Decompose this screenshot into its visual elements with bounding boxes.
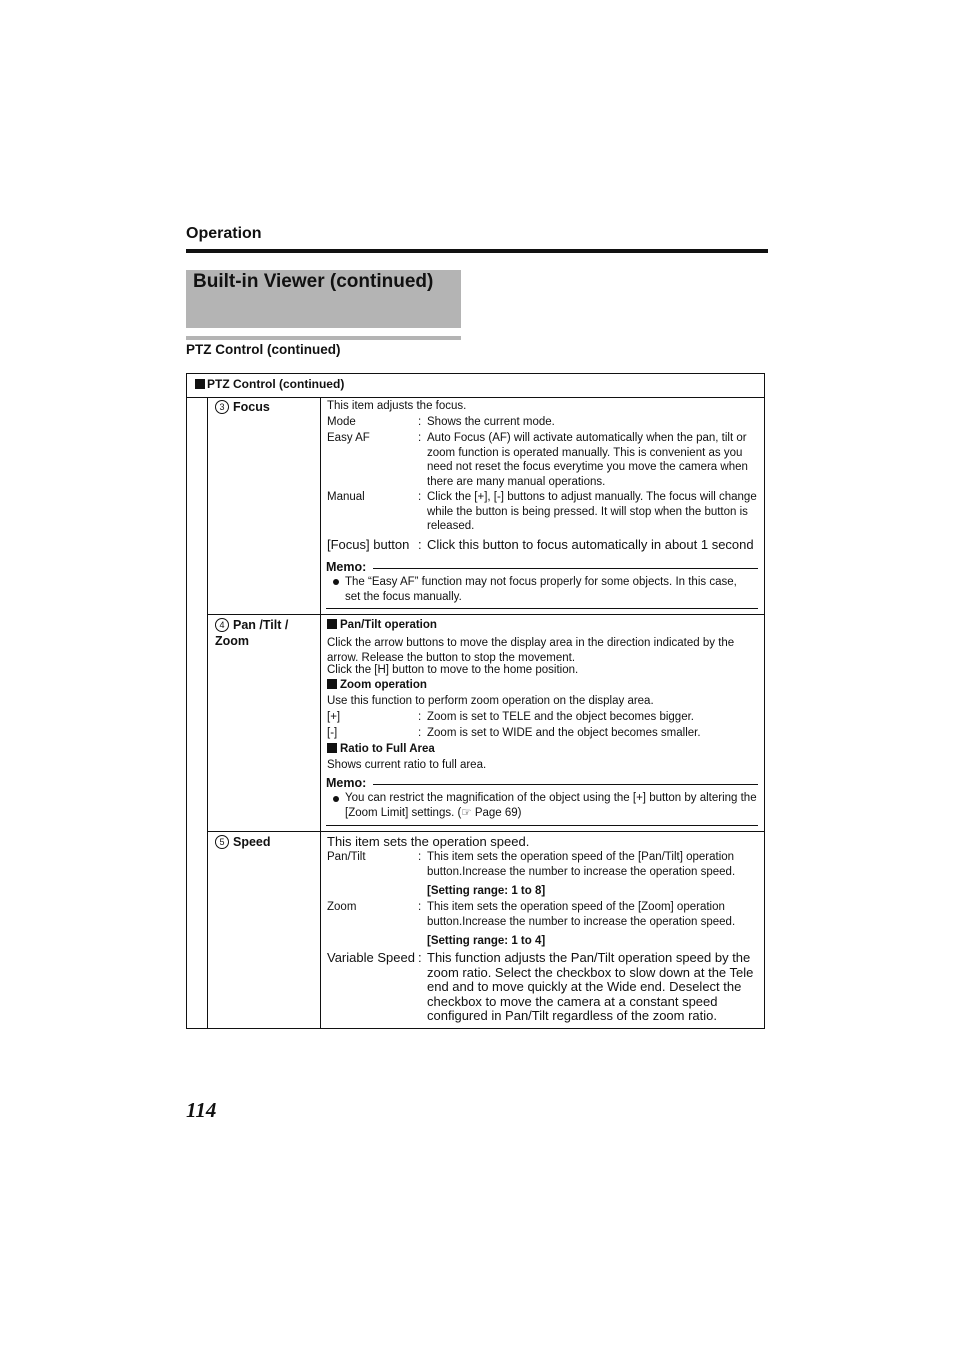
setting-range: [Setting range: 1 to 4]	[427, 935, 546, 947]
term: Zoom	[327, 901, 357, 913]
desc: Zoom is set to TELE and the object becomes bigger.	[427, 711, 694, 723]
ptz-table	[186, 373, 765, 1029]
colon: :	[418, 950, 422, 965]
colon: :	[418, 537, 422, 552]
ratio-heading: Ratio to Full Area	[327, 742, 435, 757]
memo-text: The “Easy AF” function may not focus properly for some objects. In this case, set the focus manually.	[345, 576, 737, 603]
term: [Focus] button	[327, 537, 410, 552]
column-divider	[320, 397, 321, 1028]
desc: This function adjusts the Pan/Tilt operation speed by the zoom ratio. Select the checkbox to slow down at the Tele end and to move quickly at the Wide end. Deselect the checkbox to move the camera at a constant speed configured in Pan/Tilt regardless of the zoom ratio.	[427, 950, 754, 1023]
zoom-heading: Zoom operation	[327, 678, 427, 693]
page-title: Built-in Viewer (continued)	[193, 271, 434, 292]
desc: Auto Focus (AF) will activate automatically when the pan, tilt or zoom function is operated manually. This is convenient as you need not reset the focus everytime you move the camera when there are many manual operations.	[427, 432, 748, 488]
black-square-icon	[195, 379, 205, 389]
section-label: Operation	[186, 225, 262, 242]
setting-range: [Setting range: 1 to 8]	[427, 885, 546, 897]
desc: This item sets the operation speed of the [Pan/Tilt] operation button.Increase the number to increase the operation speed.	[427, 851, 736, 878]
circled-number: 3	[215, 400, 229, 414]
table-heading	[187, 374, 764, 398]
memo-rule	[326, 825, 758, 826]
desc: Zoom is set to WIDE and the object becomes smaller.	[427, 727, 701, 739]
desc: Click the [+], [-] buttons to adjust manually. The focus will change while the button is being pressed. It will stop when the button is released.	[427, 491, 757, 532]
row-label-text: Speed	[233, 835, 271, 849]
row-label-text: Focus	[233, 400, 270, 414]
column-divider	[207, 397, 208, 1028]
memo-rule	[326, 608, 758, 609]
term: [-]	[327, 727, 338, 739]
row-label-speed	[215, 834, 271, 850]
circled-number: 5	[215, 835, 229, 849]
memo-label: Memo:	[326, 560, 367, 574]
home-text: Click the [H] button to move to the home position.	[327, 664, 579, 676]
term: [+]	[327, 711, 341, 723]
colon: :	[418, 711, 422, 723]
colon: :	[418, 901, 422, 913]
memo-text: You can restrict the magnification of the object using the [+] button by altering the [Zoom Limit] settings. (☞ Page 69)	[345, 792, 757, 819]
row-divider	[207, 614, 764, 615]
subheading: PTZ Control (continued)	[186, 342, 341, 357]
black-square-icon	[327, 679, 337, 689]
memo-label: Memo:	[326, 776, 367, 790]
pantilt-heading: Pan/Tilt operation	[327, 618, 437, 633]
memo-rule	[373, 568, 758, 569]
title-underline	[186, 336, 461, 340]
desc: Click this button to focus automatically in about 1 second	[427, 537, 754, 552]
row-label-text: Pan /Tilt / Zoom	[215, 618, 289, 648]
focus-intro: This item adjusts the focus.	[327, 400, 467, 412]
speed-intro: This item sets the operation speed.	[327, 834, 530, 849]
colon: :	[418, 491, 422, 503]
desc: Shows the current mode.	[427, 416, 555, 428]
bullet-icon	[333, 796, 339, 802]
colon: :	[418, 851, 422, 863]
colon: :	[418, 727, 422, 739]
zoom-intro: Use this function to perform zoom operation on the display area.	[327, 695, 654, 707]
desc: This item sets the operation speed of the [Zoom] operation button.Increase the number to increase the operation speed.	[427, 901, 736, 928]
black-square-icon	[327, 619, 337, 629]
colon: :	[418, 432, 422, 444]
bullet-icon	[333, 579, 339, 585]
ratio-text: Shows current ratio to full area.	[327, 759, 487, 771]
table-heading-text: PTZ Control (continued)	[207, 377, 345, 391]
term: Manual	[327, 491, 365, 503]
row-divider	[207, 831, 764, 832]
section-divider	[186, 249, 768, 253]
term: Pan/Tilt	[327, 851, 366, 863]
black-square-icon	[327, 743, 337, 753]
memo-rule	[373, 784, 758, 785]
colon: :	[418, 416, 422, 428]
row-label-pan-tilt-zoom	[215, 617, 305, 649]
pantilt-text: Click the arrow buttons to move the display area in the direction indicated by the arrow. Release the button to stop the movement.	[327, 637, 735, 664]
page-number: 114	[186, 1098, 217, 1122]
row-label-focus	[215, 399, 270, 415]
term: Easy AF	[327, 432, 370, 444]
circled-number: 4	[215, 618, 229, 632]
term: Mode	[327, 416, 356, 428]
term: Variable Speed	[327, 950, 415, 965]
